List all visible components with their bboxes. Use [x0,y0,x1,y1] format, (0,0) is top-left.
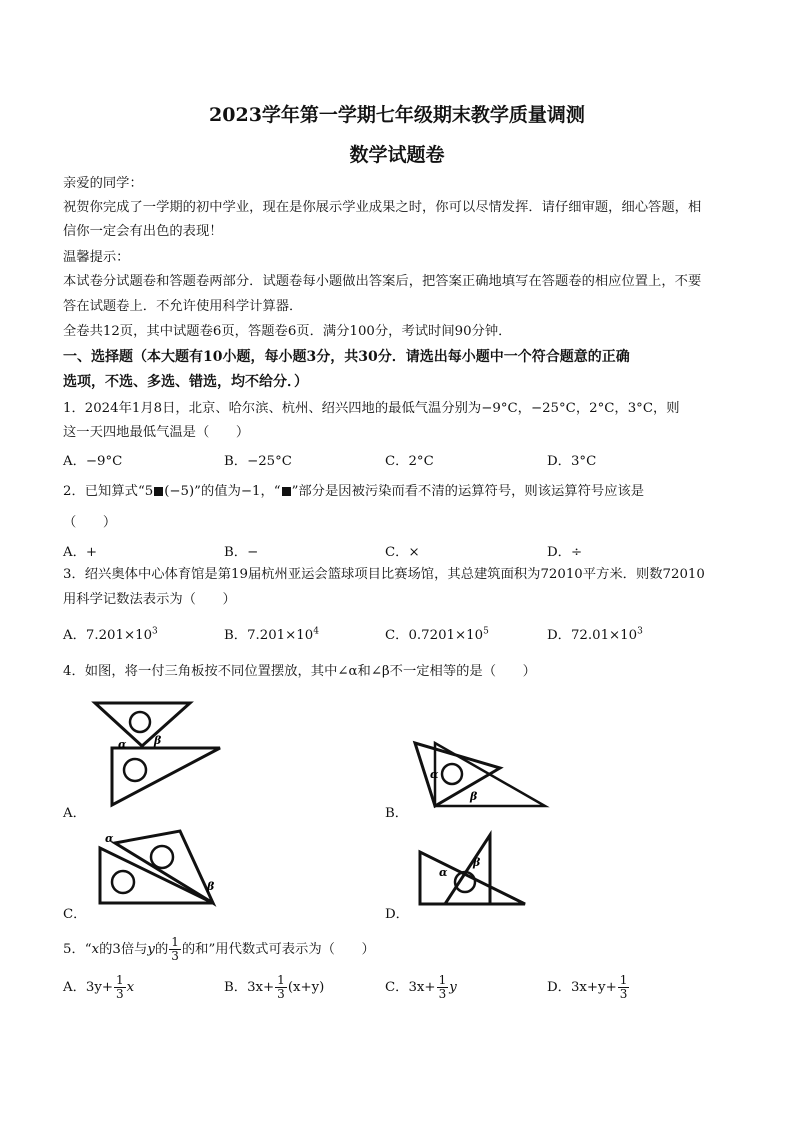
tip-2: 全卷共12页，其中试题卷6页，答题卷6页．满分100分，考试时间90分钟． [63,324,512,339]
q3-b-base: B．7.201×10 [224,628,314,643]
intro-line-2: 信你一定会有出色的表现！ [63,224,223,239]
beta-label: β [207,880,215,893]
numerator: 1 [116,973,124,987]
q4-line-1: 4．如图，将一付三角板按不同位置摆放，其中∠α和∠β不一定相等的是（ ） [63,664,536,679]
hole-circle [124,759,146,781]
var-x: x [91,942,100,957]
q5-a-post: x [126,980,135,995]
q3-option-b [224,624,319,643]
numerator: 1 [438,973,447,987]
q5-b-post: (x+y) [287,980,325,995]
q5-option-b [224,970,324,1006]
q5-text-mid2: 的 [154,942,169,957]
fraction [114,974,126,1001]
triangle-shape [445,835,490,904]
denominator: 3 [277,987,285,1001]
q3-c-base: C．0.7201×10 [385,628,484,643]
q5-option-d [547,970,630,1006]
q1-option-b: B．−25°C [224,454,292,469]
tip-1a: 本试卷分试题卷和答题卷两部分．试题卷每小题做出答案后，把答案正确地填写在答题卷的相应位置上，不要 [63,274,702,289]
q3-line-1: 3．绍兴奥体中心体育馆是第19届杭州亚运会篮球项目比赛场馆，其总建筑面积为72010平方米．则数72010 [63,567,705,582]
q2-option-c: C．× [385,545,420,560]
q1-option-d: D．3°C [547,454,597,469]
q4-option-a: A． [63,806,86,821]
alpha-label: α [439,866,448,879]
q2-text-post: ”部分是因被污染而看不清的运算符号，则该运算符号应该是 [291,484,645,499]
q3-option-d [547,624,643,643]
tips-title: 温馨提示： [63,250,130,265]
figure-b [410,738,550,810]
q3-d-base: D．72.01×10 [547,628,638,643]
q3-line-2: 用科学记数法表示为（ ） [63,592,236,607]
q2-option-d: D．÷ [547,545,583,560]
denominator: 3 [116,987,124,1001]
beta-label: β [473,856,481,869]
greeting: 亲爱的同学： [63,176,143,191]
triangle-shape [112,748,220,805]
q5-a-pre: A．3y+ [63,980,114,995]
q4-option-c: C． [63,907,87,922]
figure-c [95,828,225,908]
numerator: 1 [277,973,285,987]
fraction [437,974,449,1001]
fraction [275,974,287,1001]
q5-c-post: y [449,980,457,995]
ink-blot-icon [282,487,291,496]
var-y: y [147,942,155,957]
q5-text-pre: 5．“ [63,942,92,957]
q5-line-1 [63,932,733,968]
q3-option-c [385,624,489,643]
triangle-shape [100,848,213,903]
q1-option-a: A．−9°C [63,454,123,469]
q2-text-mid: (−5)”的值为−1，“ [164,484,281,499]
denominator: 3 [619,987,628,1001]
q5-text-mid1: 的3倍与 [99,942,148,957]
q1-line-1: 1．2024年1月8日，北京、哈尔滨、杭州、绍兴四地的最低气温分别为−9°C，−25°C，2°C，3°C，则 [63,401,680,416]
alpha-label: α [105,832,114,845]
denominator: 3 [171,949,179,963]
figure-a [90,698,230,808]
q2-line-2: （ ） [63,515,117,530]
fraction [169,936,181,963]
q3-d-exp: 3 [637,626,643,637]
q5-text-post: 的和”用代数式可表示为（ ） [181,942,375,957]
numerator: 1 [619,973,628,987]
q2-option-a: A．+ [63,545,98,560]
q2-option-b: B．− [224,545,259,560]
section-title-b: 选项，不选、多选、错选，均不给分．） [63,374,308,390]
alpha-label: α [118,738,127,751]
hole-circle [151,846,173,868]
beta-label: β [154,734,162,747]
denominator: 3 [438,987,447,1001]
q3-a-exp: 3 [152,626,158,637]
q3-b-exp: 4 [313,626,319,637]
q4-option-d: D． [385,907,409,922]
q4-option-b: B． [385,806,409,821]
q2-text-pre: 2．已知算式“5 [63,484,154,499]
q5-b-pre: B．3x+ [224,980,275,995]
q5-d-pre: D．3x+y+ [547,980,617,995]
hole-circle [112,871,134,893]
ink-blot-icon [154,487,163,496]
exam-subtitle: 数学试题卷 [349,144,445,166]
q5-option-c [385,970,457,1006]
hole-circle [130,712,150,732]
q5-c-pre: C．3x+ [385,980,436,995]
triangle-shape [95,703,190,746]
beta-label: β [470,790,478,803]
intro-line-1: 祝贺你完成了一学期的初中学业，现在是你展示学业成果之时，你可以尽情发挥．请仔细审题，细心答题，相 [63,200,702,215]
q1-line-2: 这一天四地最低气温是（ ） [63,425,250,440]
triangle-shape [415,743,500,806]
alpha-label: α [430,768,439,781]
hole-circle [442,764,462,784]
q3-c-exp: 5 [483,626,489,637]
q2-line-1 [63,483,733,501]
fraction [618,974,630,1001]
section-title-a: 一、选择题（本大题有10小题，每小题3分，共30分．请选出每小题中一个符合题意的正确 [63,349,630,365]
numerator: 1 [171,935,179,949]
q3-option-a [63,624,158,643]
q1-option-c: C．2°C [385,454,434,469]
q5-option-a [63,970,134,1006]
q3-a-base: A．7.201×10 [63,628,153,643]
tip-1b: 答在试题卷上．不允许使用科学计算器． [63,299,303,314]
exam-title: 2023学年第一学期七年级期末教学质量调测 [209,104,585,126]
figure-d [415,830,530,908]
